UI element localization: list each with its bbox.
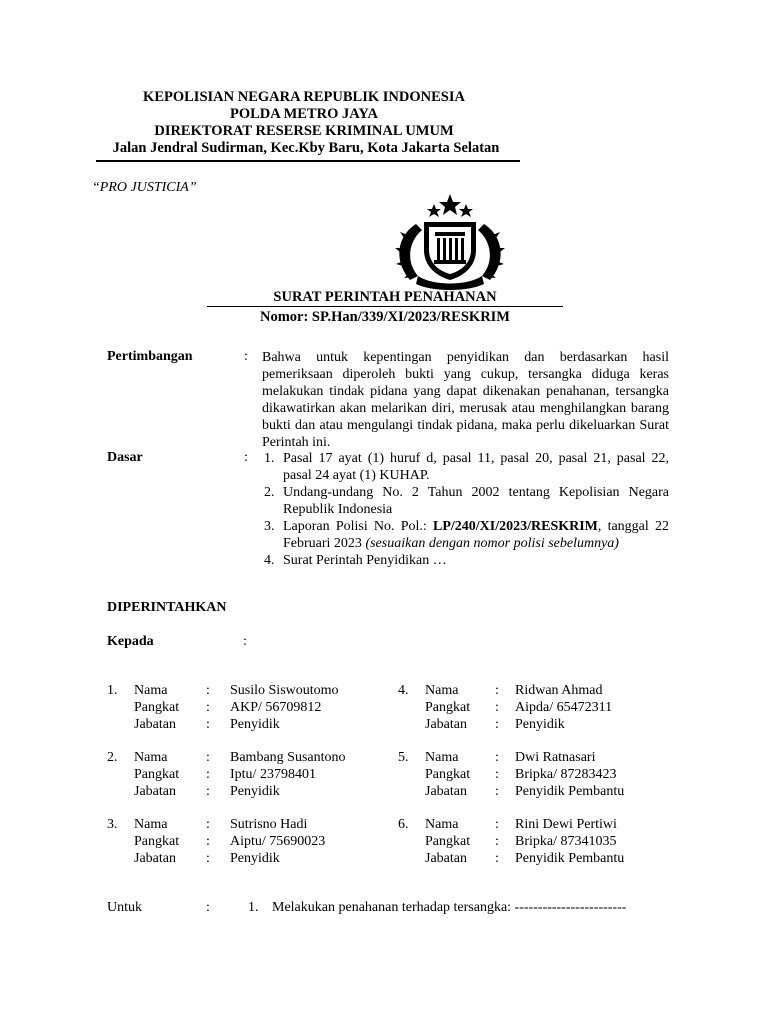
colon: : [206,700,210,715]
dasar-item [264,552,669,569]
dasar-label: Dasar [107,450,143,465]
nama-label: Nama [134,683,168,698]
document-title: SURAT PERINTAH PENAHANAN [273,289,497,305]
personnel-pangkat: Aiptu/ 75690023 [230,834,326,849]
colon: : [495,683,499,698]
pangkat-label: Pangkat [425,834,471,849]
header-address: Jalan Jendral Sudirman, Kec.Kby Baru, Kota Jakarta Selatan [112,140,500,156]
personnel-pangkat: Iptu/ 23798401 [230,767,316,782]
pangkat-label: Pangkat [425,700,471,715]
personnel-pangkat: Bripka/ 87341035 [515,834,617,849]
dasar-item-text: Pasal 17 ayat (1) huruf d, pasal 11, pasal 20, pasal 21, pasal 22, pasal 24 ayat (1) KUHAP. [283,451,669,483]
dasar-item [264,518,669,552]
header-line-2: POLDA METRO JAYA [230,106,378,122]
dasar-item-note: (sesuaikan dengan nomor polisi sebelumnya) [365,536,619,551]
header-line-1: KEPOLISIAN NEGARA REPUBLIK INDONESIA [143,89,465,105]
personnel-nama: Dwi Ratnasari [515,750,596,765]
dasar-item-number: 3. [264,519,275,534]
nama-label: Nama [425,683,459,698]
jabatan-label: Jabatan [425,851,467,866]
personnel-number: 4. [398,683,409,698]
personnel-nama: Bambang Susantono [230,750,346,765]
title-divider [207,306,563,307]
polri-emblem-icon [388,192,512,292]
colon: : [495,767,499,782]
personnel-pangkat: Aipda/ 65472311 [515,700,613,715]
colon: : [206,817,210,832]
personnel-number: 5. [398,750,409,765]
laporan-polisi-number: LP/240/XI/2023/RESKRIM [432,519,598,534]
personnel-pangkat: Bripka/ 87283423 [515,767,617,782]
personnel-nama: Rini Dewi Pertiwi [515,817,617,832]
colon: : [206,851,210,866]
personnel-jabatan: Penyidik [230,851,280,866]
untuk-item-text: Melakukan penahanan terhadap tersangka: ------------------------ [272,900,627,915]
personnel-jabatan: Penyidik [230,784,280,799]
colon: : [206,784,210,799]
dasar-item [264,450,669,484]
pangkat-label: Pangkat [134,767,180,782]
diperintahkan-heading: DIPERINTAHKAN [107,600,227,615]
dasar-item-number: 1. [264,451,275,466]
header-line-3: DIREKTORAT RESERSE KRIMINAL UMUM [154,123,454,139]
jabatan-label: Jabatan [425,717,467,732]
personnel-jabatan: Penyidik [230,717,280,732]
pangkat-label: Pangkat [425,767,471,782]
kepada-label: Kepada [107,634,154,649]
pangkat-label: Pangkat [134,834,180,849]
pangkat-label: Pangkat [134,700,180,715]
colon: : [495,750,499,765]
colon: : [495,700,499,715]
document-number: Nomor: SP.Han/339/XI/2023/RESKRIM [259,309,510,325]
pro-justicia-label: “PRO JUSTICIA” [92,180,197,195]
jabatan-label: Jabatan [134,851,176,866]
personnel-nama: Ridwan Ahmad [515,683,603,698]
kepada-colon: : [243,634,247,649]
untuk-colon: : [206,900,210,915]
nama-label: Nama [134,750,168,765]
nama-label: Nama [134,817,168,832]
colon: : [206,717,210,732]
pertimbangan-label: Pertimbangan [107,349,193,364]
nama-label: Nama [425,817,459,832]
dasar-colon: : [244,450,248,465]
personnel-number: 2. [107,750,118,765]
personnel-number: 3. [107,817,118,832]
dasar-list [264,450,669,569]
colon: : [206,767,210,782]
dasar-item [264,484,669,518]
header-divider [96,160,520,162]
personnel-nama: Sutrisno Hadi [230,817,308,832]
personnel-number: 6. [398,817,409,832]
colon: : [206,834,210,849]
dasar-item-number: 2. [264,485,275,500]
colon: : [495,851,499,866]
personnel-nama: Susilo Siswoutomo [230,683,339,698]
colon: : [206,750,210,765]
jabatan-label: Jabatan [134,784,176,799]
untuk-item-number: 1. [248,900,259,915]
dasar-item-text: Undang-undang No. 2 Tahun 2002 tentang Kepolisian Negara Republik Indonesia [283,485,669,517]
pertimbangan-colon: : [244,349,248,364]
colon: : [495,717,499,732]
personnel-jabatan: Penyidik [515,717,565,732]
jabatan-label: Jabatan [425,784,467,799]
colon: : [495,817,499,832]
dasar-item-number: 4. [264,553,275,568]
nama-label: Nama [425,750,459,765]
personnel-jabatan: Penyidik Pembantu [515,851,625,866]
pertimbangan-text: Bahwa untuk kepentingan penyidikan dan berdasarkan hasil pemeriksaan diperoleh bukti yang cukup, tersangka diduga keras melakukan tindak pidana yang dapat dikenakan penahanan, tersangka dikawatirkan akan melarikan diri, merusak atau menghilangkan barang bukti dan atau mengulangi tindak pidana, maka perlu dikeluarkan Surat Perintah ini. [262,350,669,450]
colon: : [495,834,499,849]
dasar-item-text-date: , tanggal 22 Februari 2023 [283,519,669,551]
dasar-item-text: Surat Perintah Penyidikan … [283,553,447,568]
personnel-number: 1. [107,683,118,698]
colon: : [206,683,210,698]
dasar-item-text-prefix: Laporan Polisi No. Pol.: [283,519,433,534]
jabatan-label: Jabatan [134,717,176,732]
untuk-label: Untuk [107,900,142,915]
colon: : [495,784,499,799]
personnel-jabatan: Penyidik Pembantu [515,784,625,799]
personnel-pangkat: AKP/ 56709812 [230,700,322,715]
